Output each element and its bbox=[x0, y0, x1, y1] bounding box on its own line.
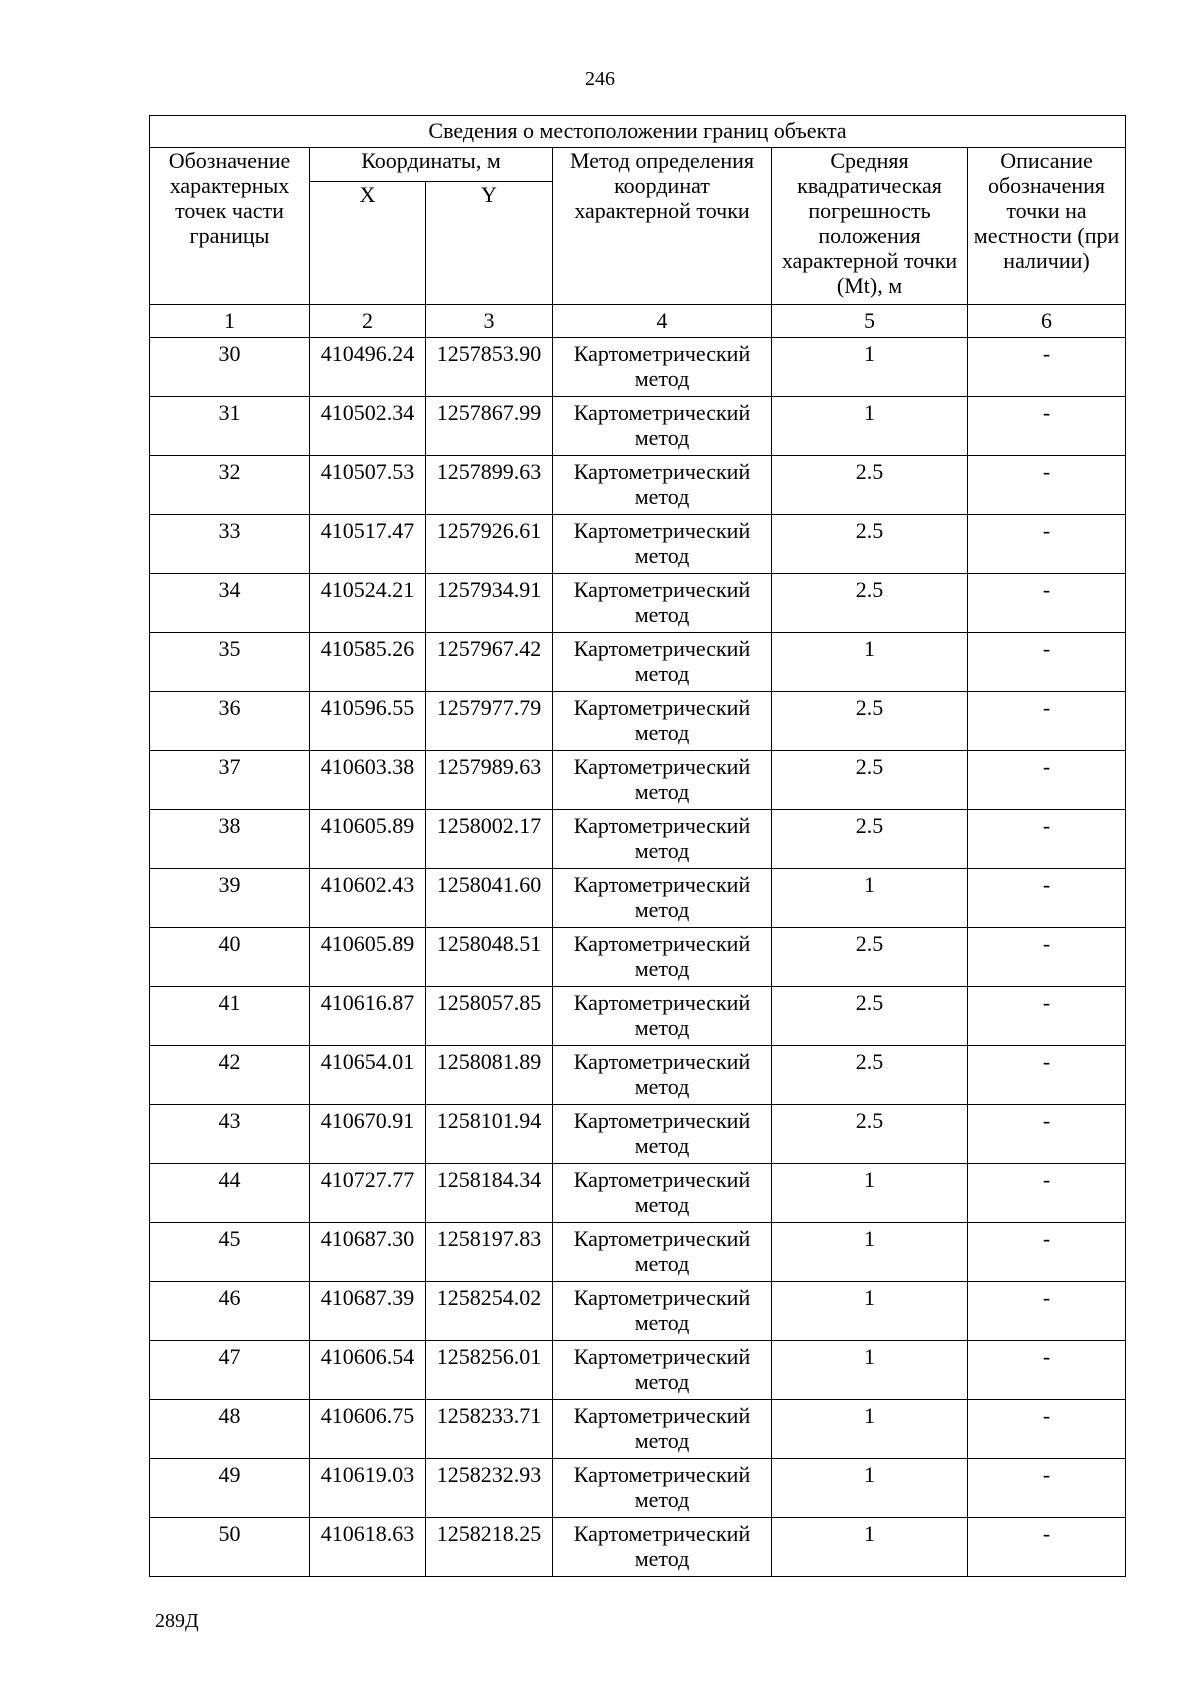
cell-error: 1 bbox=[772, 397, 968, 456]
cell-method: Картометрический метод bbox=[553, 1223, 772, 1282]
table-row bbox=[150, 515, 1126, 574]
cell-method: Картометрический метод bbox=[553, 751, 772, 810]
cell-point: 35 bbox=[150, 633, 310, 692]
cell-description: - bbox=[968, 1518, 1126, 1577]
cell-error: 1 bbox=[772, 1400, 968, 1459]
cell-x: 410603.38 bbox=[310, 751, 426, 810]
cell-point: 49 bbox=[150, 1459, 310, 1518]
header-row bbox=[150, 148, 1126, 182]
cell-error: 2.5 bbox=[772, 456, 968, 515]
cell-description: - bbox=[968, 574, 1126, 633]
cell-point: 47 bbox=[150, 1341, 310, 1400]
boundary-table bbox=[149, 115, 1126, 1577]
cell-description: - bbox=[968, 1105, 1126, 1164]
table-row bbox=[150, 1400, 1126, 1459]
cell-point: 40 bbox=[150, 928, 310, 987]
cell-point: 33 bbox=[150, 515, 310, 574]
table-row bbox=[150, 1223, 1126, 1282]
cell-point: 44 bbox=[150, 1164, 310, 1223]
table-row bbox=[150, 1046, 1126, 1105]
cell-description: - bbox=[968, 338, 1126, 397]
cell-description: - bbox=[968, 1341, 1126, 1400]
cell-x: 410507.53 bbox=[310, 456, 426, 515]
cell-y: 1257934.91 bbox=[426, 574, 553, 633]
cell-x: 410606.75 bbox=[310, 1400, 426, 1459]
cell-description: - bbox=[968, 397, 1126, 456]
cell-point: 48 bbox=[150, 1400, 310, 1459]
table-row bbox=[150, 397, 1126, 456]
cell-point: 30 bbox=[150, 338, 310, 397]
cell-point: 32 bbox=[150, 456, 310, 515]
column-number: 3 bbox=[426, 305, 553, 338]
table-row bbox=[150, 928, 1126, 987]
cell-y: 1258233.71 bbox=[426, 1400, 553, 1459]
cell-x: 410670.91 bbox=[310, 1105, 426, 1164]
cell-description: - bbox=[968, 751, 1126, 810]
cell-description: - bbox=[968, 692, 1126, 751]
cell-error: 2.5 bbox=[772, 692, 968, 751]
cell-description: - bbox=[968, 1164, 1126, 1223]
cell-error: 1 bbox=[772, 1282, 968, 1341]
cell-description: - bbox=[968, 987, 1126, 1046]
cell-error: 2.5 bbox=[772, 515, 968, 574]
cell-description: - bbox=[968, 515, 1126, 574]
cell-error: 2.5 bbox=[772, 574, 968, 633]
cell-x: 410596.55 bbox=[310, 692, 426, 751]
cell-method: Картометрический метод bbox=[553, 928, 772, 987]
cell-y: 1257867.99 bbox=[426, 397, 553, 456]
cell-method: Картометрический метод bbox=[553, 1046, 772, 1105]
cell-point: 31 bbox=[150, 397, 310, 456]
table-row bbox=[150, 1518, 1126, 1577]
cell-x: 410585.26 bbox=[310, 633, 426, 692]
cell-y: 1258081.89 bbox=[426, 1046, 553, 1105]
header-point-designation: Обозначение характерных точек части границы bbox=[150, 148, 310, 305]
cell-x: 410605.89 bbox=[310, 810, 426, 869]
cell-method: Картометрический метод bbox=[553, 456, 772, 515]
cell-error: 1 bbox=[772, 1164, 968, 1223]
cell-y: 1257967.42 bbox=[426, 633, 553, 692]
column-number-row bbox=[150, 305, 1126, 338]
cell-point: 36 bbox=[150, 692, 310, 751]
table-row bbox=[150, 810, 1126, 869]
cell-y: 1258197.83 bbox=[426, 1223, 553, 1282]
cell-description: - bbox=[968, 869, 1126, 928]
cell-y: 1257926.61 bbox=[426, 515, 553, 574]
cell-x: 410602.43 bbox=[310, 869, 426, 928]
cell-x: 410618.63 bbox=[310, 1518, 426, 1577]
cell-method: Картометрический метод bbox=[553, 1105, 772, 1164]
cell-method: Картометрический метод bbox=[553, 1400, 772, 1459]
table-row bbox=[150, 751, 1126, 810]
cell-point: 43 bbox=[150, 1105, 310, 1164]
cell-description: - bbox=[968, 456, 1126, 515]
cell-point: 41 bbox=[150, 987, 310, 1046]
cell-y: 1258184.34 bbox=[426, 1164, 553, 1223]
footer-code: 289Д bbox=[155, 1610, 199, 1632]
header-y: Y bbox=[426, 182, 553, 305]
cell-method: Картометрический метод bbox=[553, 1341, 772, 1400]
cell-x: 410517.47 bbox=[310, 515, 426, 574]
cell-error: 1 bbox=[772, 1223, 968, 1282]
cell-x: 410687.30 bbox=[310, 1223, 426, 1282]
cell-error: 1 bbox=[772, 1341, 968, 1400]
table-row bbox=[150, 1282, 1126, 1341]
cell-x: 410727.77 bbox=[310, 1164, 426, 1223]
cell-y: 1257853.90 bbox=[426, 338, 553, 397]
cell-y: 1258041.60 bbox=[426, 869, 553, 928]
cell-x: 410654.01 bbox=[310, 1046, 426, 1105]
cell-point: 46 bbox=[150, 1282, 310, 1341]
table-body bbox=[150, 116, 1126, 1577]
cell-x: 410619.03 bbox=[310, 1459, 426, 1518]
cell-error: 1 bbox=[772, 633, 968, 692]
cell-x: 410496.24 bbox=[310, 338, 426, 397]
cell-point: 45 bbox=[150, 1223, 310, 1282]
header-coordinates: Координаты, м bbox=[310, 148, 553, 182]
page-number: 246 bbox=[585, 68, 615, 90]
cell-error: 2.5 bbox=[772, 810, 968, 869]
cell-x: 410502.34 bbox=[310, 397, 426, 456]
table-row bbox=[150, 1459, 1126, 1518]
table-row bbox=[150, 574, 1126, 633]
cell-y: 1258254.02 bbox=[426, 1282, 553, 1341]
cell-error: 1 bbox=[772, 338, 968, 397]
cell-y: 1258048.51 bbox=[426, 928, 553, 987]
cell-method: Картометрический метод bbox=[553, 1164, 772, 1223]
cell-error: 2.5 bbox=[772, 751, 968, 810]
table-row bbox=[150, 456, 1126, 515]
cell-description: - bbox=[968, 1046, 1126, 1105]
cell-x: 410605.89 bbox=[310, 928, 426, 987]
cell-point: 39 bbox=[150, 869, 310, 928]
cell-x: 410524.21 bbox=[310, 574, 426, 633]
cell-method: Картометрический метод bbox=[553, 1282, 772, 1341]
cell-x: 410616.87 bbox=[310, 987, 426, 1046]
table-row bbox=[150, 1341, 1126, 1400]
table-title: Сведения о местоположении границ объекта bbox=[150, 116, 1126, 148]
cell-description: - bbox=[968, 1400, 1126, 1459]
cell-description: - bbox=[968, 1282, 1126, 1341]
cell-method: Картометрический метод bbox=[553, 515, 772, 574]
table-row bbox=[150, 869, 1126, 928]
table-row bbox=[150, 633, 1126, 692]
cell-point: 38 bbox=[150, 810, 310, 869]
table-row bbox=[150, 1164, 1126, 1223]
table-row bbox=[150, 1105, 1126, 1164]
cell-description: - bbox=[968, 633, 1126, 692]
table-row bbox=[150, 987, 1126, 1046]
header-method: Метод определения координат характерной точки bbox=[553, 148, 772, 305]
table-row bbox=[150, 692, 1126, 751]
cell-description: - bbox=[968, 1459, 1126, 1518]
cell-point: 50 bbox=[150, 1518, 310, 1577]
cell-x: 410687.39 bbox=[310, 1282, 426, 1341]
cell-error: 1 bbox=[772, 869, 968, 928]
cell-method: Картометрический метод bbox=[553, 397, 772, 456]
cell-y: 1258218.25 bbox=[426, 1518, 553, 1577]
cell-method: Картометрический метод bbox=[553, 338, 772, 397]
cell-y: 1257989.63 bbox=[426, 751, 553, 810]
column-number: 5 bbox=[772, 305, 968, 338]
cell-x: 410606.54 bbox=[310, 1341, 426, 1400]
cell-error: 1 bbox=[772, 1459, 968, 1518]
cell-y: 1258256.01 bbox=[426, 1341, 553, 1400]
cell-error: 2.5 bbox=[772, 1046, 968, 1105]
cell-error: 2.5 bbox=[772, 987, 968, 1046]
column-number: 1 bbox=[150, 305, 310, 338]
cell-description: - bbox=[968, 810, 1126, 869]
cell-point: 42 bbox=[150, 1046, 310, 1105]
header-error: Средняя квадратическая погрешность положения характерной точки (Mt), м bbox=[772, 148, 968, 305]
header-description: Описание обозначения точки на местности (при наличии) bbox=[968, 148, 1126, 305]
cell-method: Картометрический метод bbox=[553, 987, 772, 1046]
cell-error: 1 bbox=[772, 1518, 968, 1577]
cell-error: 2.5 bbox=[772, 1105, 968, 1164]
cell-point: 37 bbox=[150, 751, 310, 810]
cell-method: Картометрический метод bbox=[553, 633, 772, 692]
cell-description: - bbox=[968, 928, 1126, 987]
cell-method: Картометрический метод bbox=[553, 1518, 772, 1577]
cell-y: 1258232.93 bbox=[426, 1459, 553, 1518]
column-number: 6 bbox=[968, 305, 1126, 338]
cell-method: Картометрический метод bbox=[553, 869, 772, 928]
cell-method: Картометрический метод bbox=[553, 692, 772, 751]
column-number: 2 bbox=[310, 305, 426, 338]
cell-point: 34 bbox=[150, 574, 310, 633]
cell-y: 1257977.79 bbox=[426, 692, 553, 751]
cell-y: 1257899.63 bbox=[426, 456, 553, 515]
cell-method: Картометрический метод bbox=[553, 810, 772, 869]
table-row bbox=[150, 338, 1126, 397]
table-title-row bbox=[150, 116, 1126, 148]
cell-method: Картометрический метод bbox=[553, 1459, 772, 1518]
header-x: X bbox=[310, 182, 426, 305]
column-number: 4 bbox=[553, 305, 772, 338]
cell-description: - bbox=[968, 1223, 1126, 1282]
cell-error: 2.5 bbox=[772, 928, 968, 987]
cell-y: 1258002.17 bbox=[426, 810, 553, 869]
cell-y: 1258057.85 bbox=[426, 987, 553, 1046]
cell-y: 1258101.94 bbox=[426, 1105, 553, 1164]
cell-method: Картометрический метод bbox=[553, 574, 772, 633]
